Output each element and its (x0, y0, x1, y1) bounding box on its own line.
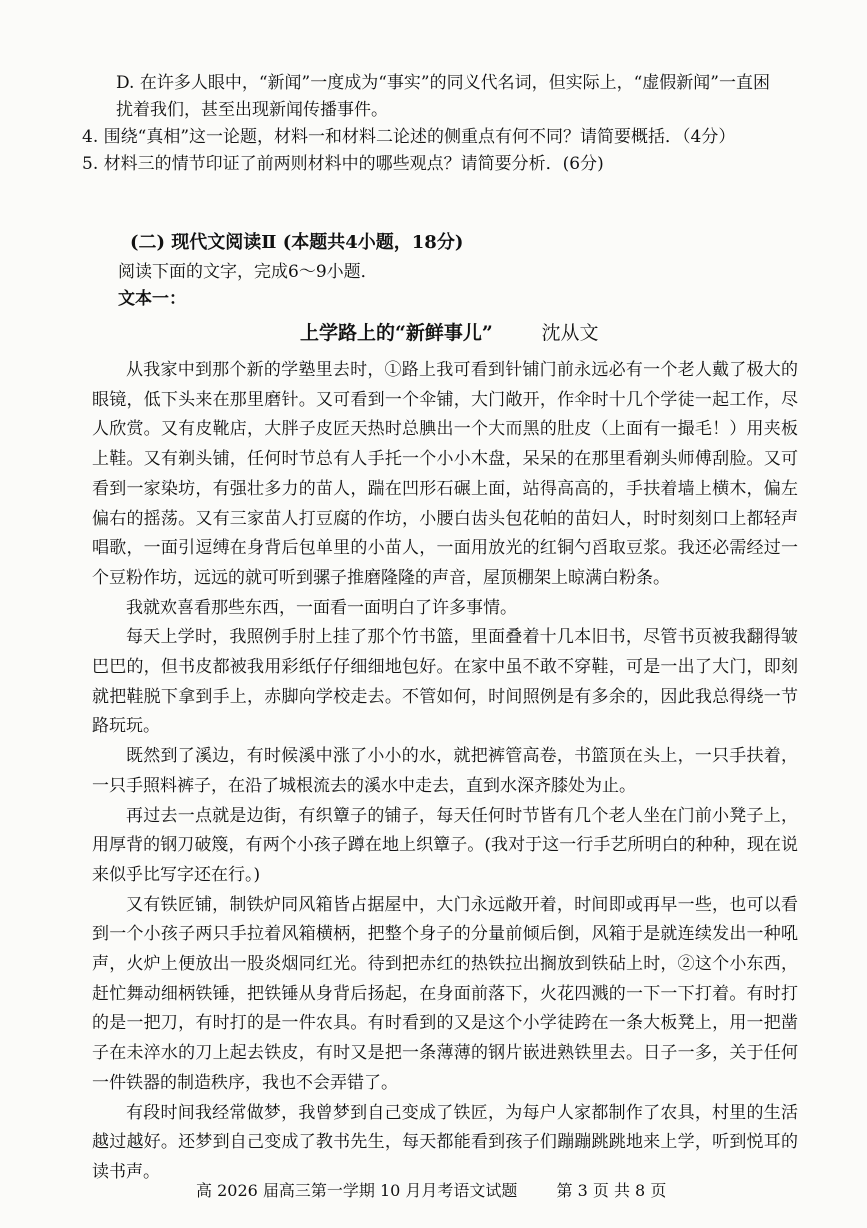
paragraph: 既然到了溪边，有时候溪中涨了小小的水，就把裤管高卷，书篮顶在头上，一只手扶着，一只手照料裤子，在沿了城根流去的溪水中走去，直到水深齐膝处为止。 (92, 746, 798, 796)
section-heading: (二) 现代文阅读Ⅱ (本题共4小题，18分) (130, 232, 464, 253)
article-author: 沈从文 (541, 322, 599, 344)
paragraph: 每天上学时，我照例手肘上挂了那个竹书篮，里面叠着十几本旧书，尽管书页被我翻得皱巴巴的，但书皮都被我用彩纸仔仔细细地包好。在家中虽不敢不穿鞋，可是一出了大门，即刻就把鞋脱下拿到手上，赤脚向学校走去。不管如何，时间照例是有多余的，因此我总得绕一节路玩玩。 (92, 627, 798, 737)
question-5 (82, 151, 782, 178)
paragraph: 有段时间我经常做梦，我曾梦到自己变成了铁匠，为每户人家都制作了农具，村里的生活越过越好。还梦到自己变成了教书先生，每天都能看到孩子们蹦蹦跳跳地来上学，听到悦耳的读书声。 (92, 1102, 798, 1182)
option-text: 在许多人眼中，“新闻”一度成为“事实”的同义代名词，但实际上，“虚假新闻”一直困扰着我们，甚至出现新闻传播事件。 (116, 73, 770, 120)
question-4 (82, 124, 782, 151)
option-d (116, 70, 782, 124)
question-number: 5. (82, 154, 99, 174)
paragraph: 从我家中到那个新的学塾里去时，①路上我可看到针铺门前永远必有一个老人戴了极大的眼镜，低下头来在那里磨针。又可看到一个伞铺，大门敞开，作伞时十几个学徒一起工作，尽人欣赏。又有皮靴店，大胖子皮匠天热时总腆出一个大而黑的肚皮（上面有一撮毛！）用夹板上鞋。又有剃头铺，任何时节总有人手托一个小小木盘，呆呆的在那里看剃头师傅刮脸。又可看到一家染坊，有强壮多力的苗人，踹在凹形石碾上面，站得高高的，手扶着墙上横木，偏左偏右的摇荡。又有三家苗人打豆腐的作坊，小腰白齿头包花帕的苗妇人，时时刻刻口上都轻声唱歌，一面引逗缚在身背后包单里的小苗人，一面用放光的红铜勺舀取豆浆。我还必需经过一个豆粉作坊，远远的就可听到骡子推磨隆隆的声音，屋顶棚架上晾满白粉条。 (92, 360, 798, 588)
paragraph: 我就欢喜看那些东西，一面看一面明白了许多事情。 (126, 597, 517, 618)
article-title-line (300, 318, 599, 345)
article-title: 上学路上的“新鲜事儿” (300, 322, 493, 344)
exam-title: 高 2026 届高三第一学期 10 月月考语文试题 (196, 1181, 518, 1200)
section-instruction: 阅读下面的文字，完成6～9小题． (118, 262, 378, 282)
previous-questions (82, 70, 782, 178)
question-text: 材料三的情节印证了前两则材料中的哪些观点？请简要分析．(6分) (103, 154, 604, 174)
question-text: 围绕“真相”这一论题，材料一和材料二论述的侧重点有何不同？请简要概括．（4分） (103, 127, 736, 147)
option-label: D. (116, 73, 135, 93)
text-label: 文本一： (118, 289, 186, 309)
question-number: 4. (82, 127, 99, 147)
paragraph: 又有铁匠铺，制铁炉同风箱皆占据屋中，大门永远敞开着，时间即或再早一些，也可以看到一个小孩子两只手拉着风箱横柄，把整个身子的分量前倾后倒，风箱于是就连续发出一种吼声，火炉上便放出一股炎烟同红光。待到把赤红的热铁拉出搁放到铁砧上时，②这个小东西，赶忙舞动细柄铁锤，把铁锤从身背后扬起，在身面前落下，火花四溅的一下一下打着。有时打的是一把刀，有时打的是一件农具。有时看到的又是这个小学徒跨在一条大板凳上，用一把凿子在未淬水的刀上起去铁皮，有时又是把一条薄薄的钢片嵌进熟铁里去。日子一多，关于任何一件铁器的制造秩序，我也不会弄错了。 (92, 894, 798, 1093)
article-body (92, 356, 798, 1188)
paragraph: 再过去一点就是边街，有织簟子的铺子，每天任何时节皆有几个老人坐在门前小凳子上，用厚背的钢刀破篾，有两个小孩子蹲在地上织簟子。(我对于这一行手艺所明白的种种，现在说来似乎比写字还在行。) (92, 805, 798, 885)
page-footer (196, 1178, 666, 1201)
page-number: 第 3 页 共 8 页 (556, 1181, 667, 1200)
